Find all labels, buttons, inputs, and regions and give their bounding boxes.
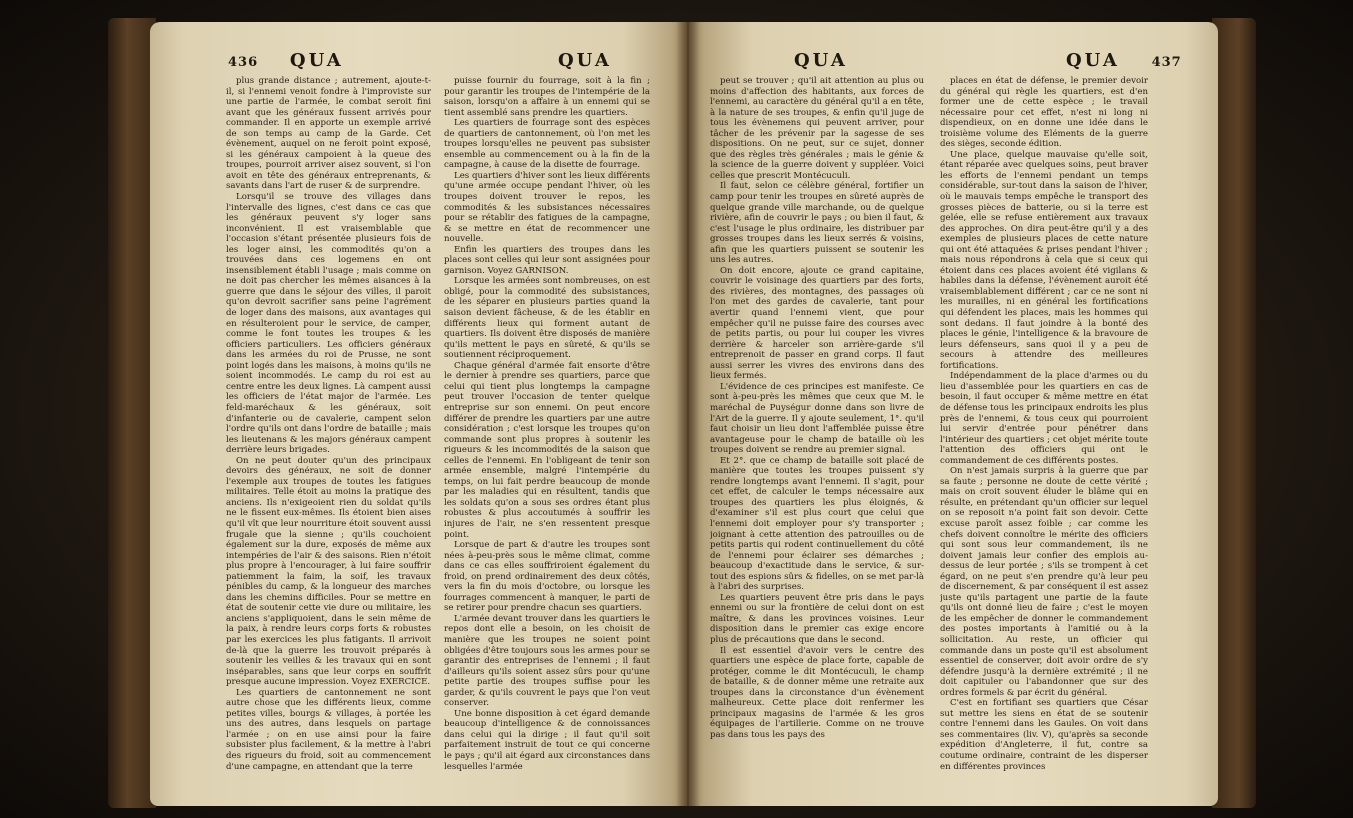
paragraph: peut se trouver ; qu'il ait attention au plus ou moins d'affection des habitants, aux forces de l'ennemi, au caractère du général qu'il a en tête, à la nature de ses troupes, & enfin qu'il juge de tous les évènemens qui peuvent arriver, pour tâcher de les prévenir par la sagesse de ses dispositions. On ne peut, sur ce sujet, donner que des règles très générales ; mais le génie & la science de la guerre doivent y suppléer. Voici celles que prescrit Montécuculi. <box>710 76 924 181</box>
left-page-header <box>228 50 344 71</box>
right-page-header-col2 <box>1066 50 1182 71</box>
paragraph: L'évidence de ces principes est manifeste. Ce sont à-peu-près les mêmes que ceux que M. le maréchal de Puységur donne dans son livre de l'Art de la guerre. Il y ajoute seulement, 1°. qu'il faut choisir un lieu dont l'affemblée puisse être avantageuse pour le champ de bataille où les troupes doivent se rendre au premier signal. <box>710 381 924 456</box>
paragraph: On doit encore, ajoute ce grand capitaine, couvrir le voisinage des quartiers par des forts, des rivières, des montagnes, des passages où l'on met des gardes de cavalerie, tant pour avertir quand l'ennemi vient, que pour empêcher qu'il ne puisse faire des courses avec de petits partis, ou pour lui couper les vivres derrière & harceler son arrière-garde s'il entreprenoit de passer en grand corps. Il faut aussi serrer les vivres des environs dans des lieux fermés. <box>710 265 924 382</box>
paragraph: Lorsqu'il se trouve des villages dans l'intervalle des lignes, c'est dans ce cas que les généraux peuvent s'y loger sans inconvénient. Il est vraisemblable que l'occasion s'étant présentée plusieurs fois de les loger ainsi, les commodités qu'on a trouvées dans ces logemens en ont insensiblement établi l'usage ; mais comme on ne doit pas chercher les mêmes aisances à la guerre que dans le séjour des villes, il paroit qu'on devroit sacrifier sans peine l'agrément de loger dans des maisons, aux avantages qui en résulteroient pour le service, de camper, comme le font toutes les troupes & les officiers particuliers. Les officiers généraux dans les armées du roi de Prusse, ne sont point logés dans les maisons, à moins qu'ils ne soient incommodés. Le camp du roi est au centre entre les deux lignes. Là campent aussi les officiers de l'état major de l'armée. Les feld-maréchaux & les généraux, soit d'infanterie ou de cavalerie, campent selon l'ordre qu'ils ont dans l'ordre de bataille ; mais les lieutenans & les majors généraux campent derrière leurs brigades. <box>226 192 431 456</box>
paragraph: Enfin les quartiers des troupes dans les places sont celles qui leur sont assignées pour garnison. Voyez GARNISON. <box>444 244 650 276</box>
paragraph: puisse fournir du fourrage, soit à la fin ; pour garantir les troupes de l'intempérie de la saison, lorsqu'on a affaire à un ennemi qui se tient assemblé sans prendre les quartiers. <box>444 76 650 118</box>
left-column-2 <box>444 76 650 798</box>
paragraph: Et 2°. que ce champ de bataille soit placé de manière que toutes les troupes puissent s'y rendre longtemps avant l'ennemi. Il s'agit, pour cet effet, de calculer le temps nécessaire aux troupes des quartiers les plus éloignés, & d'examiner s'il est plus court que celui que l'ennemi doit employer pour s'y transporter ; joignant à cette attention des patrouilles ou de petits partis qui rodent continuellement du côté de l'ennemi pour éclairer ses démarches ; beaucoup d'exactitude dans le service, & sur-tout des espions sûrs & fidelles, on se met par-là à l'abri des surprises. <box>710 455 924 593</box>
paragraph: Les quartiers d'hiver sont les lieux différents qu'une armée occupe pendant l'hiver, où les troupes doivent trouver le repos, les commodités & les subsistances nécessaires pour se rétablir des fatigues de la campagne, & se mettre en état de recommencer une nouvelle. <box>444 170 650 245</box>
right-running-title: QUA <box>794 50 848 71</box>
left-page <box>150 22 688 806</box>
right-page-number: 437 <box>1151 55 1182 70</box>
paragraph: Il faut, selon ce célèbre général, fortifier un camp pour tenir les troupes en sûreté auprès de quelque grande ville marchande, ou de quelque rivière, afin de couvrir le pays ; ou bien il faut, & c'est l'usage le plus ordinaire, les distribuer par grosses troupes dans les lieux serrés & voisins, afin que les quartiers puissent se soutenir les uns les autres. <box>710 181 924 266</box>
book-cover-left-edge <box>108 18 156 808</box>
right-running-title-col2: QUA <box>1066 50 1120 71</box>
left-page-number: 436 <box>228 55 259 70</box>
right-column-2 <box>940 76 1148 798</box>
paragraph: On n'est jamais surpris à la guerre que par sa faute ; personne ne doute de cette vérité ; mais on croit souvent éluder le blâme qui en résulte, en prétendant qu'un officier sur lequel on se reposoit n'a point fait son devoir. Cette excuse paroît assez foible ; car comme les chefs doivent connoître le mérite des officiers qui sont sous leur commandement, ils ne doivent jamais leur confier des emplois au-dessus de leur portée ; s'ils se trompent à cet égard, on ne peut s'en prendre qu'à leur peu de discernement, & par conséquent il est assez juste qu'ils partagent une partie de la faute qu'ils ont donné lieu de faire ; c'est le moyen de les empêcher de donner le commandement des postes importants à l'amitié ou à la sollicitation. Au reste, un officier qui commande dans un poste qu'il est absolument essentiel de conserver, doit avoir ordre de s'y défendre jusqu'à la dernière extrémité ; il ne doit capituler ou l'abandonner que sur des ordres formels & par écrit du général. <box>940 466 1148 698</box>
paragraph: Lorsque les armées sont nombreuses, on est obligé, pour la commodité des subsistances, de les séparer en plusieurs parties quand la saison devient fâcheuse, & de les établir en différents lieux qui forment autant de quartiers. Ils doivent être disposés de manière qu'ils mettent le pays en sûreté, & qu'ils se soutiennent réciproquement. <box>444 276 650 361</box>
paragraph: Une bonne disposition à cet égard demande beaucoup d'intelligence & de connoissances dans celui qui la dirige ; il faut qu'il soit parfaitement instruit de tout ce qui concerne le pays ; qu'il ait égard aux circonstances dans lesquelles l'armée <box>444 708 650 772</box>
paragraph: Chaque général d'armée fait ensorte d'être le dernier à prendre ses quartiers, parce que celui qui tient plus longtemps la campagne peut trouver l'occasion de tenter quelque entreprise sur son ennemi. On peut encore différer de prendre les quartiers par une autre considération ; c'est lorsque les troupes qu'on commande sont plus propres à soutenir les rigueurs & les incommodités de la saison que celles de l'ennemi. En l'obligeant de tenir son armée ensemble, malgré l'intempérie du temps, on lui fait perdre beaucoup de monde par les maladies qui en résultent, tandis que les soldats qu'on a sous ses ordres étant plus robustes & plus accoutumés à souffrir les injures de l'air, ne s'en ressentent presque point. <box>444 360 650 540</box>
right-page-header <box>794 50 848 71</box>
paragraph: Lorsque de part & d'autre les troupes sont nées à-peu-près sous le même climat, comme dans ce cas elles souffriroient également du froid, on prend ordinairement des deux côtés, vers la fin du mois d'octobre, ou lorsque les fourrages commencent à manquer, le parti de se retirer pour prendre chacun ses quartiers. <box>444 540 650 614</box>
book-cover-right-edge <box>1212 18 1256 808</box>
paragraph: Les quartiers peuvent être pris dans le pays ennemi ou sur la frontière de celui dont on est maître, & dans les provinces voisines. Leur disposition dans le premier cas exige encore plus de précautions que dans le second. <box>710 592 924 645</box>
right-page <box>688 22 1218 806</box>
left-page-header-col2 <box>558 50 612 71</box>
paragraph: Une place, quelque mauvaise qu'elle soit, étant réparée avec quelques soins, peut braver les efforts de l'ennemi pendant un temps considérable, sur-tout dans la saison de l'hiver, où le mauvais temps empêche le transport des grosses pièces de batterie, ou si la terre est gelée, elle se refuse entièrement aux travaux des approches. On dira peut-être qu'il y a des exemples de plusieurs places de cette nature qui ont été attaquées & prises pendant l'hiver ; mais nous répondrons à cela que si ceux qui étoient dans ces places avoient été vigilans & habiles dans la défense, l'évènement auroit été vraisemblablement différent ; car ce ne sont ni les murailles, ni en général les fortifications qui défendent les places, mais les hommes qui sont dedans. Il faut joindre à la bonté des places le génie, l'intelligence & la bravoure de leurs défenseurs, sans quoi il y a peu de secours à attendre des meilleures fortifications. <box>940 149 1148 371</box>
left-running-title-col2: QUA <box>558 50 612 71</box>
paragraph: Indépendamment de la place d'armes ou du lieu d'assemblée pour les quartiers en cas de besoin, il faut occuper & même mettre en état de défense tous les principaux endroits les plus près de l'ennemi, & tous ceux qui pourroient lui servir d'entrée pour pénétrer dans l'intérieur des quartiers ; cet objet mérite toute l'attention des officiers qui ont le commandement de ces différents postes. <box>940 371 1148 466</box>
paragraph: Les quartiers de fourrage sont des espèces de quartiers de cantonnement, où l'on met les troupes lorsqu'elles ne peuvent pas subsister ensemble au commencement ou à la fin de la campagne, à cause de la disette de fourrage. <box>444 118 650 171</box>
left-running-title: QUA <box>289 50 344 71</box>
paragraph: L'armée devant trouver dans les quartiers le repos dont elle a besoin, on les choisit de manière que les troupes ne soient point obligées d'être toujours sous les armes pour se garantir des entreprises de l'ennemi ; il faut d'ailleurs qu'ils soient assez sûrs pour qu'une petite partie des troupes suffise pour les garder, & qu'ils couvrent le pays que l'on veut conserver. <box>444 613 650 709</box>
paragraph: places en état de défense, le premier devoir du général qui règle les quartiers, est d'en former une de cette espèce ; le travail nécessaire pour cet effet, n'est ni long ni dispendieux, on en donne une idée dans le troisième volume des Eléments de la guerre des sièges, seconde édition. <box>940 76 1148 150</box>
paragraph: plus grande distance ; autrement, ajoute-t-il, si l'ennemi venoit fondre à l'improviste sur une partie de l'armée, le combat seroit fini avant que les généraux fussent arrivés pour commander. Il en apporte un exemple arrivé de son temps au camp de la Garde. Cet évènement, auquel on ne feroit point exposé, si les généraux campoient à la queue des troupes, pourroit arriver aisez souvent, si l'on avoit en tête des généraux entreprenants, & savants dans l'art de ruser & de surprendre. <box>226 76 431 192</box>
paragraph: C'est en fortifiant ses quartiers que César sut mettre les siens en état de se soutenir contre l'ennemi dans les Gaules. On voit dans ses commentaires (liv. V), qu'après sa seconde expédition d'Angleterre, il fut, contre sa coutume ordinaire, contraint de les disperser en différentes provinces <box>940 698 1148 772</box>
paragraph: On ne peut douter qu'un des principaux devoirs des généraux, ne soit de donner l'exemple aux troupes de toutes les fatigues militaires. Telle étoit au moins la pratique des anciens. Ils n'exigeoient rien du soldat qu'ils ne le fissent eux-mêmes. Ils étoient bien aises qu'il vît que leur nourriture étoit souvent aussi frugale que la sienne ; qu'ils couchoient également sur la dure, exposés de même aux intempéries de l'air & des saisons. Rien n'étoit plus propre à l'encourager, à lui faire souffrir patiemment la faim, la soif, les travaux pénibles du camp, & la longueur des marches dans les chemins difficiles. Pour se mettre en état de soutenir cette vie dure ou militaire, les anciens s'appliquoient, dans le sein même de la paix, à rendre leurs corps forts & robustes par les exercices les plus fatigants. Il arrivoit de-là que la guerre les trouvoit préparés à soutenir les veilles & les travaux qui en sont inséparables, sans que leur corps en souffrît presque aucune impression. Voyez EXERCICE. <box>226 455 431 688</box>
left-column-1 <box>226 76 431 798</box>
right-column-1 <box>710 76 924 798</box>
paragraph: Il est essentiel d'avoir vers le centre des quartiers une espèce de place forte, capable de protéger, comme le dit Montécuculi, le champ de bataille, & de donner même une retraite aux troupes dans la circonstance d'un évènement malheureux. Cette place doit renfermer les principaux magasins de l'armée & les gros équipages de l'artillerie. Comme on ne trouve pas dans tous les pays des <box>710 645 924 740</box>
paragraph: Les quartiers de cantonnement ne sont autre chose que les différents lieux, comme petites villes, bourgs & villages, à portée les uns des autres, dans lesquels on partage l'armée ; on en use ainsi pour la faire subsister plus facilement, & la mettre à l'abri des rigueurs du froid, soit au commencement d'une campagne, en attendant que la terre <box>226 687 431 772</box>
